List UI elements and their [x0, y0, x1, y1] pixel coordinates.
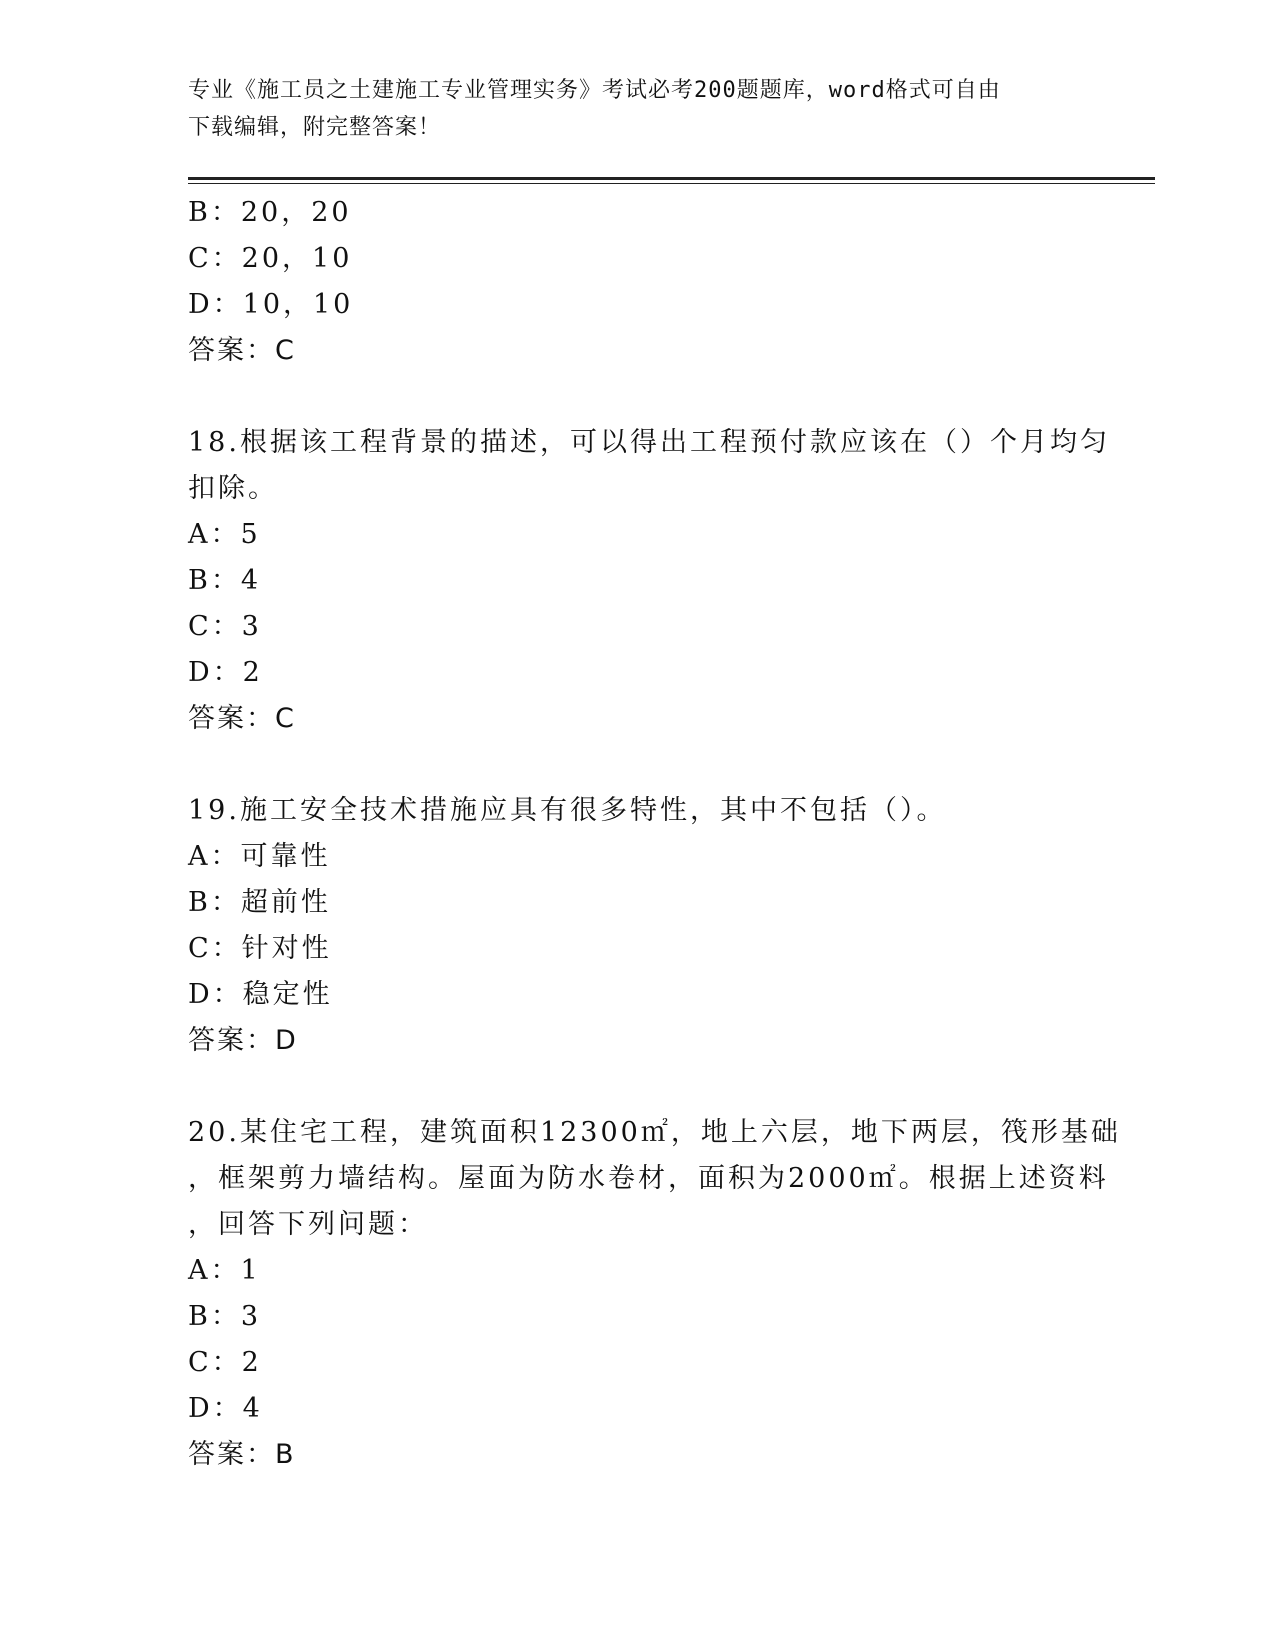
question-stem-line: 18.根据该工程背景的描述，可以得出工程预付款应该在（）个月均匀 [188, 427, 1110, 458]
answer-label: 答案：C [188, 703, 296, 734]
document-header [188, 72, 1088, 146]
question-18 [188, 420, 1110, 742]
option-d: D：2 [188, 657, 263, 688]
question-19 [188, 788, 1088, 1064]
option-b: B：20，20 [188, 197, 352, 228]
option-c: C：2 [188, 1347, 262, 1378]
question-stem-line: 20.某住宅工程，建筑面积12300㎡，地上六层，地下两层，筏形基础 [188, 1117, 1121, 1148]
header-divider-thick [188, 177, 1155, 180]
header-divider-thin [188, 183, 1155, 184]
question-stem-line: 19.施工安全技术措施应具有很多特性，其中不包括（）。 [188, 795, 947, 826]
answer-label: 答案：B [188, 1439, 296, 1470]
option-a: A：5 [188, 519, 261, 550]
option-b: B：超前性 [188, 887, 331, 918]
question-stem-line: ，框架剪力墙结构。屋面为防水卷材，面积为2000㎡。根据上述资料 [188, 1163, 1109, 1194]
option-d: D：10，10 [188, 289, 354, 320]
option-d: D：4 [188, 1393, 263, 1424]
answer-label: 答案：D [188, 1025, 298, 1056]
option-b: B：4 [188, 565, 262, 596]
option-c: C：3 [188, 611, 262, 642]
option-b: B：3 [188, 1301, 262, 1332]
option-a: A：1 [188, 1255, 261, 1286]
option-c: C：针对性 [188, 933, 332, 964]
answer-label: 答案：C [188, 335, 296, 366]
option-c: C：20，10 [188, 243, 353, 274]
option-a: A：可靠性 [188, 841, 331, 872]
continued-question [188, 190, 1088, 374]
question-stem-line: ，回答下列问题： [188, 1209, 428, 1240]
header-title-line-1: 专业《施工员之土建施工专业管理实务》考试必考200题题库，word格式可自由 [188, 78, 1001, 103]
question-20 [188, 1110, 1121, 1478]
header-title-line-2: 下载编辑，附完整答案！ [188, 115, 442, 140]
option-d: D：稳定性 [188, 979, 333, 1010]
question-content [188, 190, 1121, 1478]
question-stem-line: 扣除。 [188, 473, 278, 504]
